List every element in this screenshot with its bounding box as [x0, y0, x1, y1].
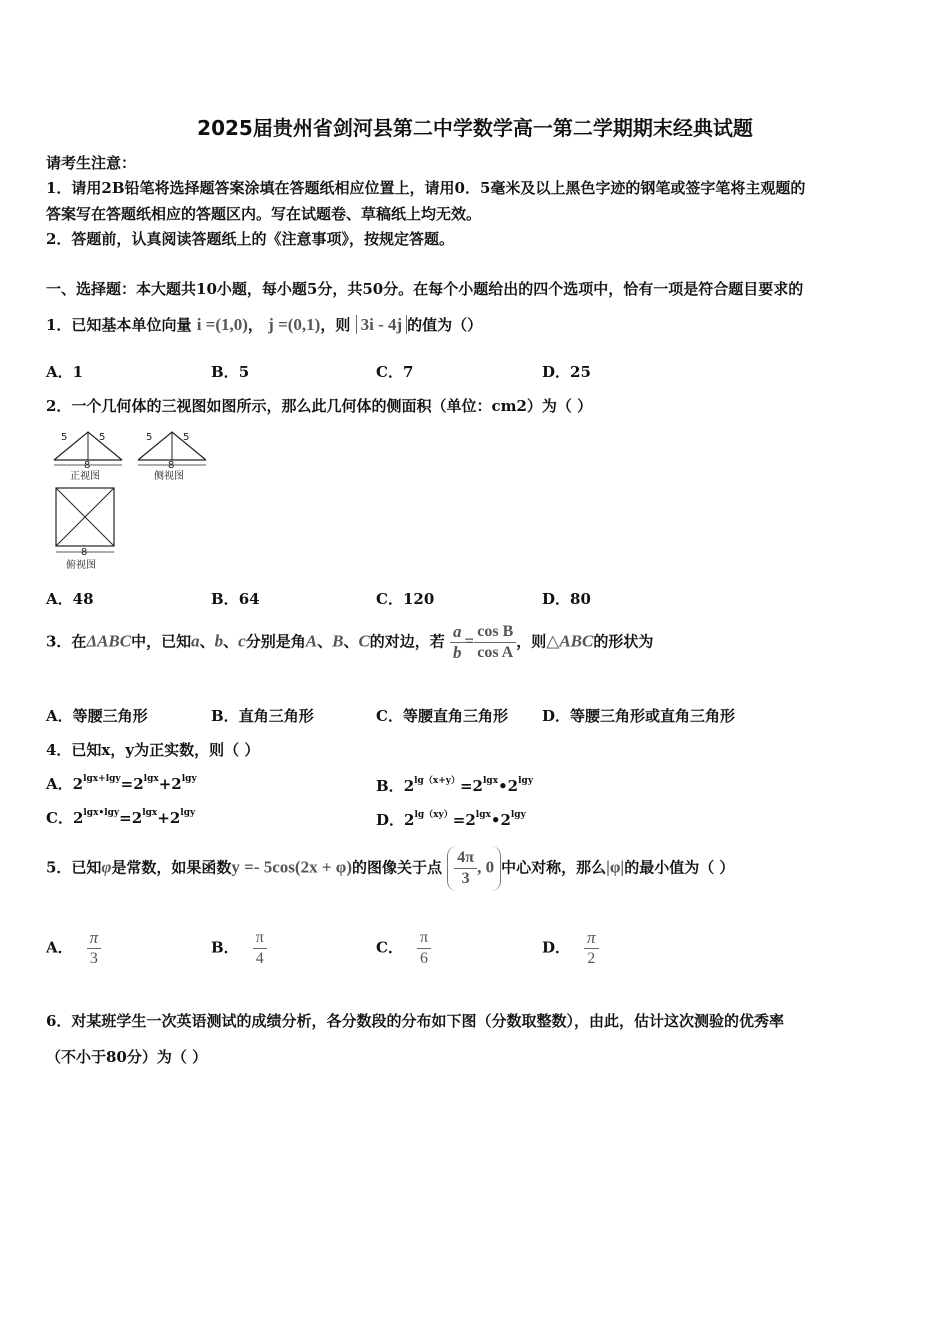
q1-magnitude-expr: 3i - 4j — [356, 315, 408, 334]
top-base: 8 — [81, 547, 88, 558]
q2-option-a[interactable]: A．48 — [46, 590, 94, 608]
q2-option-b[interactable]: B．64 — [211, 590, 260, 608]
q5-option-c[interactable]: C． $\frac{\pi}{6}$ — [376, 928, 431, 969]
side-base: 8 — [168, 460, 175, 471]
q4-option-b[interactable]: B．$2^{lg(x+y)}=2^{lgx}•2^{lgy}$ — [376, 776, 534, 795]
q3-option-a[interactable]: A．等腰三角形 — [46, 707, 148, 725]
q3-triangle: ΔABC — [86, 631, 132, 651]
q1-option-b[interactable]: B．5 — [211, 363, 250, 381]
side-view-label: 侧视图 — [154, 471, 184, 482]
question-5: 5．已知φ是常数，如果函数y =- 5cos(2x + φ)的图像关于点 $\frac{4\pi}{3}$ , 0 中心对称，那么|φ|的最小值为（ ） — [46, 846, 734, 891]
notice-line-1b: 答案写在答题纸相应的答题区内。写在试题卷、草稿纸上均无效。 — [46, 205, 482, 223]
side-slant-left: 5 — [146, 432, 153, 443]
q1-option-a[interactable]: A．1 — [46, 363, 84, 381]
side-slant-right: 5 — [183, 432, 190, 443]
q1-option-c[interactable]: C．7 — [376, 363, 414, 381]
question-6-line-1: 6．对某班学生一次英语测试的成绩分析，各分数段的分布如下图（分数取整数），由此，估计这次测验的优秀率 — [46, 1012, 784, 1030]
q4-option-c[interactable]: C．$2^{lgx•lgy}=2^{lgx}+2^{lgy}$ — [46, 808, 196, 827]
q1-suffix: 的值为（） — [407, 316, 483, 334]
q4-option-a[interactable]: A．$2^{lgx+lgy}=2^{lgx}+2^{lgy}$ — [46, 774, 197, 793]
q3-option-d[interactable]: D．等腰三角形或直角三角形 — [542, 707, 736, 725]
front-slant-right: 5 — [99, 432, 106, 443]
q1-i-vector: i =(1,0) — [196, 315, 248, 334]
side-view — [138, 432, 206, 482]
top-view-label: 俯视图 — [66, 560, 96, 571]
notice-line-2: 2．答题前，认真阅读答题纸上的《注意事项》，按规定答题。 — [46, 230, 454, 248]
q3-fraction-cos: $\frac{\text{cos B}}{\text{cos A}}$ — [474, 622, 516, 663]
q3-option-b[interactable]: B．直角三角形 — [211, 707, 314, 725]
question-6-line-2: （不小于80分）为（ ） — [46, 1048, 208, 1066]
q5-option-b[interactable]: B． $\frac{\pi}{4}$ — [211, 928, 267, 969]
front-view — [54, 432, 122, 482]
q3-option-c[interactable]: C．等腰直角三角形 — [376, 707, 508, 725]
q1-prefix: 1．已知基本单位向量 — [46, 316, 192, 334]
q3-fraction-ab: $\frac{a}{b}$ — [450, 622, 465, 663]
three-view-figure — [46, 422, 226, 574]
q2-option-c[interactable]: C．120 — [376, 590, 435, 608]
page-title: 2025届贵州省剑河县第二中学数学高一第二学期期末经典试题 — [197, 116, 753, 140]
q5-function: y =- 5cos(2x + φ) — [231, 857, 353, 877]
top-view — [56, 488, 114, 571]
q5-option-d[interactable]: D． $\frac{\pi}{2}$ — [542, 928, 599, 969]
notice-line-1a: 1．请用2B铅笔将选择题答案涂填在答题纸相应位置上，请用0．5毫米及以上黑色字迹的钢笔或签字笔将主观题的 — [46, 179, 806, 197]
q1-mid: ，则 — [320, 316, 351, 334]
section-heading: 一、选择题：本大题共10小题，每小题5分，共50分。在每个小题给出的四个选项中，恰有一项是符合题目要求的 — [46, 280, 804, 298]
q1-j-vector: j =(0,1) — [268, 315, 321, 334]
q5-point: $\frac{4\pi}{3}$ , 0 — [447, 846, 501, 891]
question-2: 2．一个几何体的三视图如图所示，那么此几何体的侧面积（单位：cm2）为（ ） — [46, 397, 593, 415]
q5-option-a[interactable]: A． $\frac{\pi}{3}$ — [46, 928, 101, 969]
q1-sep: ， — [247, 316, 263, 334]
q2-option-d[interactable]: D．80 — [542, 590, 591, 608]
question-4: 4．已知x，y为正实数，则（ ） — [46, 741, 260, 759]
front-base: 8 — [84, 460, 91, 471]
front-view-label: 正视图 — [70, 471, 100, 482]
front-slant-left: 5 — [61, 432, 68, 443]
notice-heading: 请考生注意： — [46, 154, 137, 172]
q4-option-d[interactable]: D．$2^{lg(xy)}=2^{lgx}•2^{lgy}$ — [376, 810, 526, 829]
question-3: 3．在ΔABC中，已知a、b、c分别是角A、B、C的对边，若 $\frac{a}{b}$ = $\frac{\text{cos B}}{\text{cos A}}$ ，则△ABC的形状为 — [46, 622, 654, 662]
q1-option-d[interactable]: D．25 — [542, 363, 591, 381]
question-1 — [46, 314, 482, 335]
